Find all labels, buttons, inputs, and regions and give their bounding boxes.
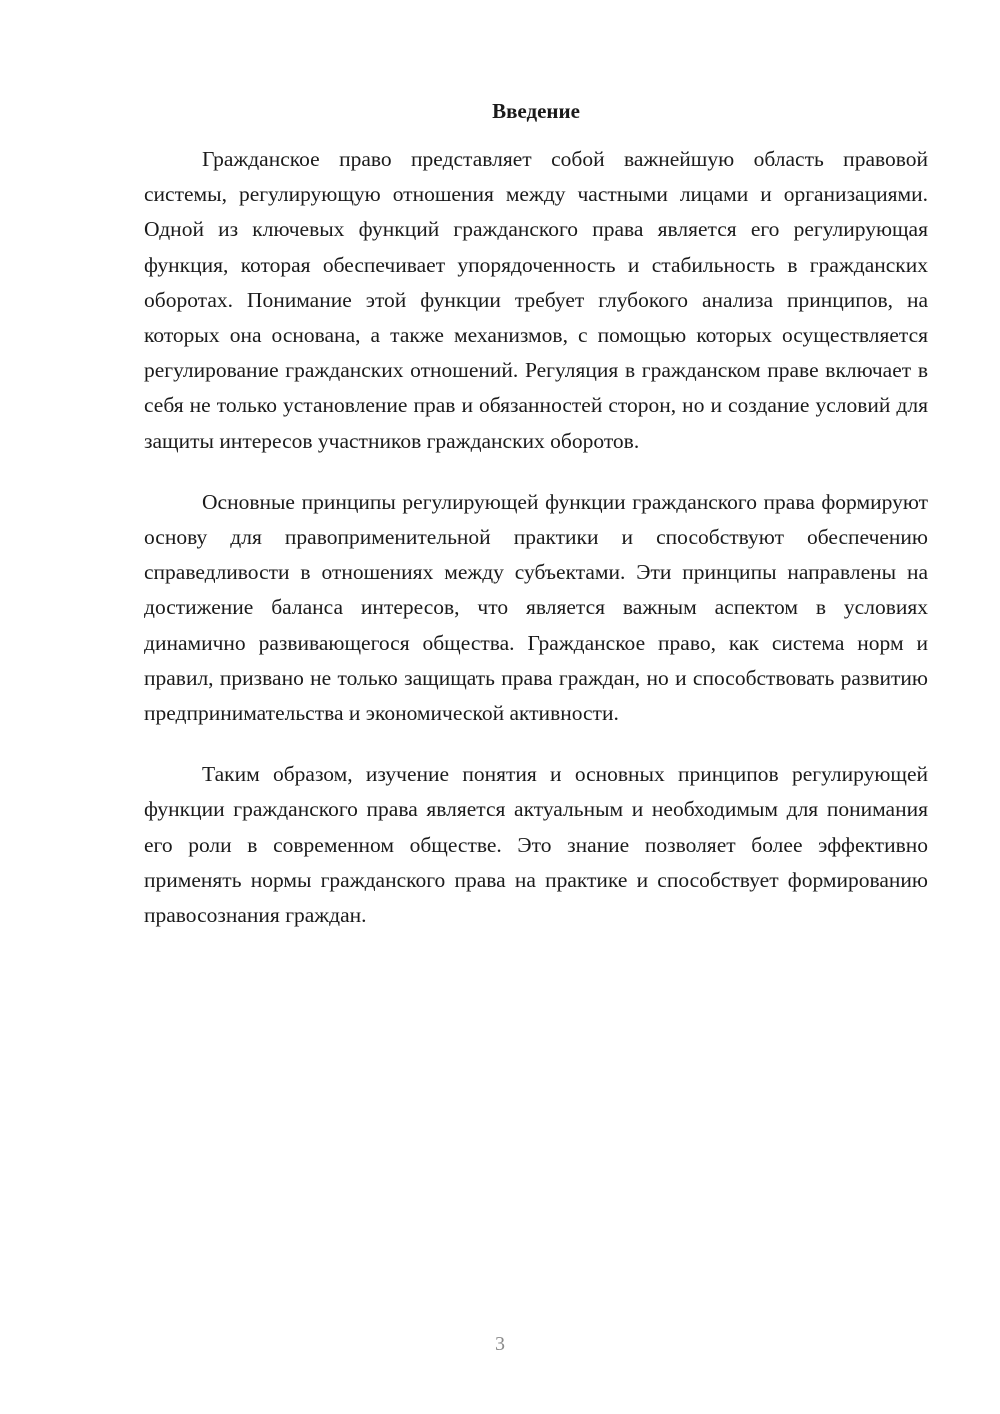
paragraph-1: Гражданское право представляет собой важнейшую область правовой системы, регулирующую отношения между частными лицами и организациями. Одной из ключевых функций гражданского права является его регулирующая функция, которая обеспечивает упорядоченность и стабильность в гражданских оборотах. Понимание этой функции требует глубокого анализа принципов, на которых она основана, а также механизмов, с помощью которых осуществляется регулирование гражданских отношений. Регуляция в гражданском праве включает в себя не только установление прав и обязанностей сторон, но и создание условий для защиты интересов участников гражданских оборотов.: [144, 147, 928, 453]
section-title: Введение: [492, 99, 580, 123]
paragraph-2: Основные принципы регулирующей функции гражданского права формируют основу для правоприменительной практики и способствуют обеспечению справедливости в отношениях между субъектами. Эти принципы направлены на достижение баланса интересов, что является важным аспектом в условиях динамично развивающегося общества. Гражданское право, как система норм и правил, призвано не только защищать права граждан, но и способствовать развитию предпринимательства и экономической активности.: [144, 489, 928, 726]
paragraph-3: Таким образом, изучение понятия и основных принципов регулирующей функции гражданского права является актуальным и необходимым для понимания его роли в современном обществе. Это знание позволяет более эффективно применять нормы гражданского права на практике и способствует формированию правосознания граждан.: [144, 762, 928, 928]
page-content: [144, 96, 928, 959]
page-number: 3: [495, 1333, 505, 1355]
